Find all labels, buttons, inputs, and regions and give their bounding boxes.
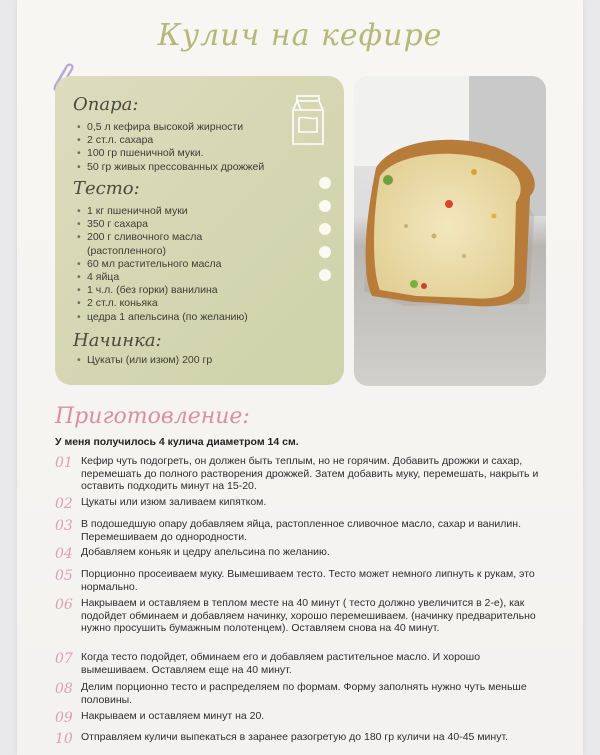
step-number: 01 [55, 455, 73, 471]
milk-carton-icon [291, 94, 325, 146]
step-text: В подошедшую опару добавляем яйца, растопленное сливочное масло, сахар и ванилин. Перемешиваем до однородности. [81, 518, 521, 543]
list-item: (растопленного) [87, 244, 166, 257]
step-number: 03 [55, 518, 73, 534]
testo-list [77, 205, 248, 324]
step-text: Порционно просеиваем муку. Вымешиваем тесто. Тесто может немного липнуть к рукам, это нормально. [81, 568, 535, 593]
list-item: • 4 яйца [77, 271, 248, 284]
recipe-title: Кулич на кефире [157, 18, 443, 53]
decor-dot [319, 246, 331, 258]
step-number: 02 [55, 496, 73, 512]
step-number: 07 [55, 651, 73, 667]
nachinka-heading: Начинка: [73, 330, 162, 351]
list-item: • 200 г сливочного масла [77, 231, 248, 244]
decor-dot [319, 200, 331, 212]
list-item: • 2 ст.л. сахара [77, 134, 264, 147]
testo-heading: Тесто: [73, 178, 140, 199]
step-text: Делим порционно тесто и распределяем по формам. Форму заполнять нужно чуть меньше половины. [81, 681, 527, 706]
step-text: Отправляем куличи выпекаться в заранее разогретую до 180 гр куличи на 40-45 минут. [81, 731, 509, 743]
opara-list [77, 121, 264, 174]
step-text: Накрываем и оставляем минут на 20. [81, 710, 265, 722]
ingredients-card [55, 76, 344, 385]
step-text: Когда тесто подойдет, обминаем его и добавляем растительное масло. И хорошо вымешиваем. Оставляем еще на 40 минут. [81, 651, 481, 676]
list-item: • 2 ст.л. коньяка [77, 297, 248, 310]
list-item: • 100 гр пшеничной муки. [77, 147, 264, 160]
preparation-intro: У меня получилось 4 кулича диаметром 14 см. [55, 436, 299, 448]
list-item: • цедра 1 апельсина (по желанию) [77, 311, 248, 324]
list-item: • 60 мл растительного масла [77, 258, 248, 271]
step-text: Цукаты или изюм заливаем кипятком. [81, 496, 267, 508]
list-item: • 50 гр живых прессованных дрожжей [77, 161, 264, 174]
step-number: 10 [55, 731, 73, 747]
list-item: • Цукаты (или изюм) 200 гр [77, 354, 212, 367]
decor-dot [319, 177, 331, 189]
list-item: • 0,5 л кефира высокой жирности [77, 121, 264, 134]
step-number: 09 [55, 710, 73, 726]
step-text: Накрываем и оставляем в теплом месте на 40 минут ( тесто должно увеличится в 2-е), как подойдет обминаем и добавляем начинку, хорошо перемешиваем. (начинку предварительно нужно просушить бумажным полотенцем). Оставляем снова на 40 минут. [81, 597, 536, 634]
step-text: Кефир чуть подогреть, он должен быть теплым, но не горячим. Добавить дрожжи и сахар, перемешать до полного растворения дрожжей. Затем добавить муку, перемешать, накрыть и оставить подходить минут на 15-20. [81, 455, 539, 492]
list-item: • 1 кг пшеничной муки [77, 205, 248, 218]
decor-dot [319, 269, 331, 281]
step-number: 06 [55, 597, 73, 613]
decor-dot [319, 223, 331, 235]
nachinka-list [77, 354, 212, 367]
preparation-heading: Приготовление: [55, 404, 250, 429]
step-text: Добавляем коньяк и цедру апельсина по желанию. [81, 546, 330, 558]
opara-heading: Опара: [73, 94, 139, 115]
step-number: 04 [55, 546, 73, 562]
kulich-photo [354, 76, 546, 386]
list-item: • 350 г сахара [77, 218, 248, 231]
step-number: 08 [55, 681, 73, 697]
step-number: 05 [55, 568, 73, 584]
recipe-page [17, 0, 583, 755]
list-item: • 1 ч.л. (без горки) ванилина [77, 284, 248, 297]
